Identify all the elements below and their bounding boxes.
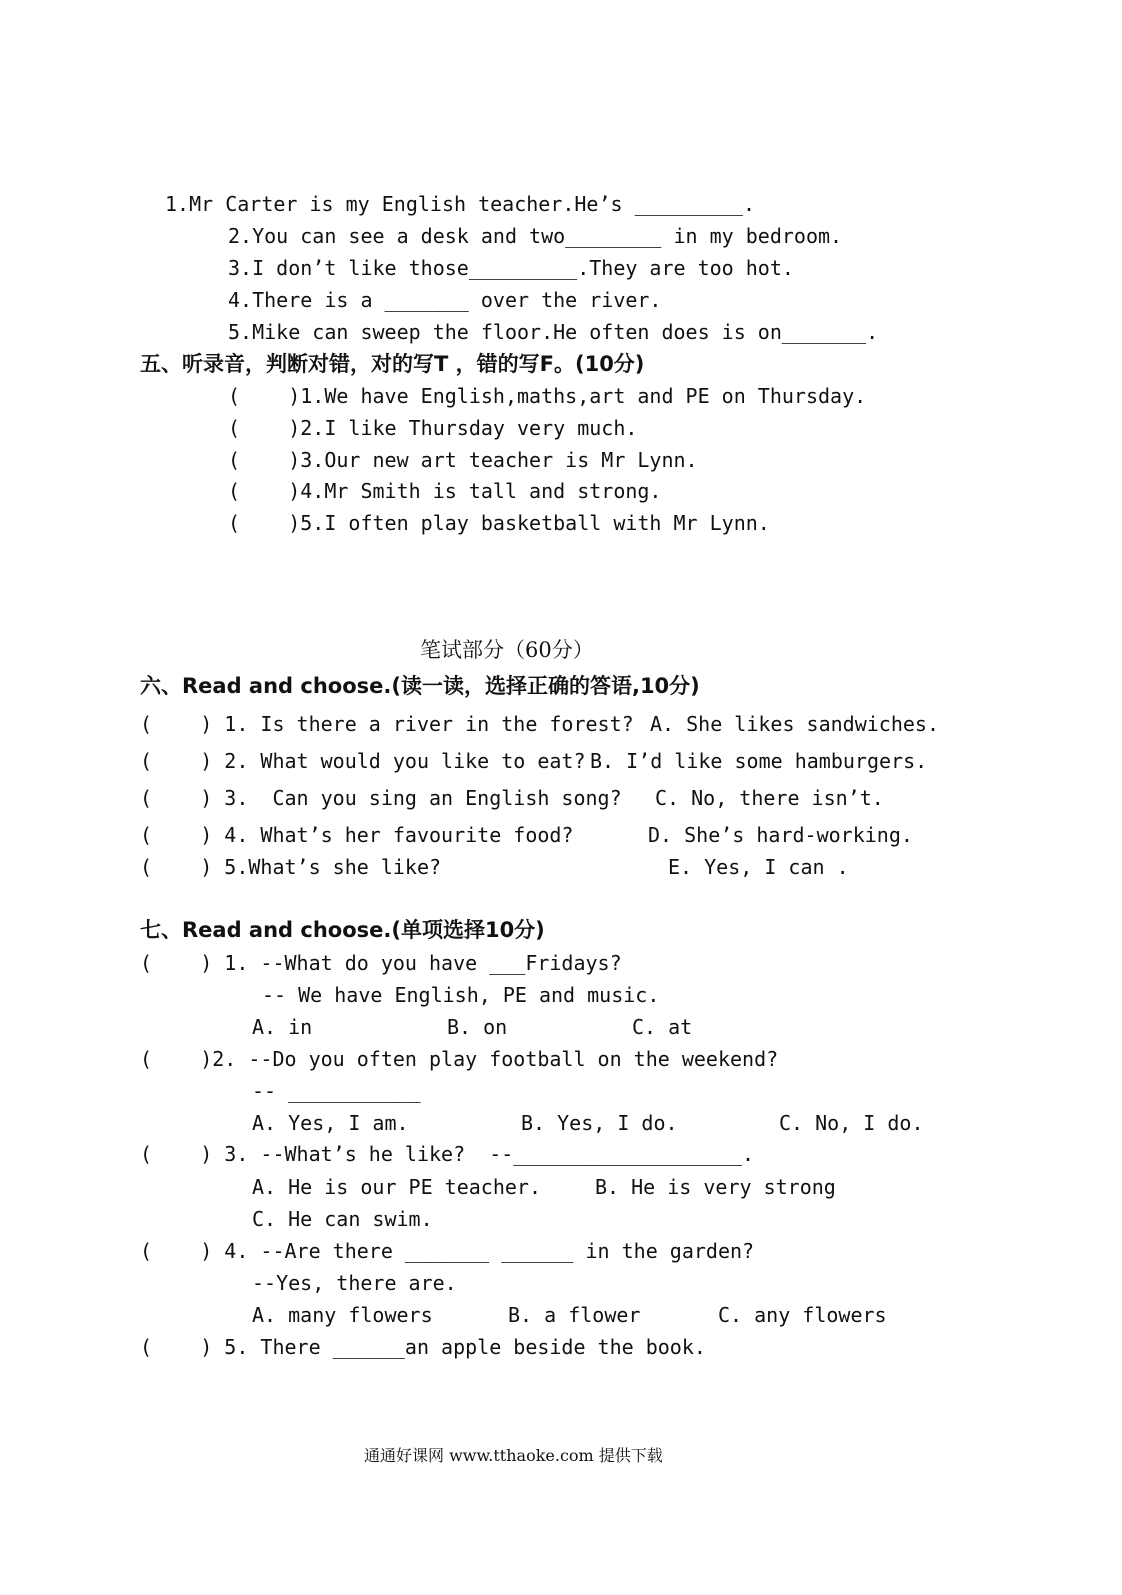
tf-item-3: ( )3.Our new art teacher is Mr Lynn. <box>228 448 698 472</box>
footer-text: 通通好课网 www.tthaoke.com 提供下载 <box>364 1446 663 1465</box>
mc-q2-option-c: C. No, I do. <box>779 1111 924 1135</box>
match-question-3: ( ) 3. Can you sing an English song? <box>140 786 622 810</box>
match-question-5: ( ) 5.What’s she like? <box>140 855 442 879</box>
match-answer-c: C. No, there isn’t. <box>655 786 884 810</box>
tf-item-5: ( )5.I often play basketball with Mr Lynn. <box>228 511 770 535</box>
mc-q3-option-c: C. He can swim. <box>252 1207 433 1231</box>
mc-q1-reply: -- We have English, PE and music. <box>262 983 660 1007</box>
fill-item-3: 3.I don’t like those_________.They are too hot. <box>228 256 794 280</box>
match-answer-a: A. She likes sandwiches. <box>650 712 939 736</box>
mc-q1-stem: ( ) 1. --What do you have ___Fridays? <box>140 951 622 975</box>
fill-item-2: 2.You can see a desk and two________ in my bedroom. <box>228 224 843 248</box>
mc-q3-stem: ( ) 3. --What’s he like? --___________________. <box>140 1142 755 1166</box>
match-question-4: ( ) 4. What’s her favourite food? <box>140 823 574 847</box>
fill-item-4: 4.There is a _______ over the river. <box>228 288 662 312</box>
section7-title: 七、Read and choose.(单项选择10分) <box>140 918 545 942</box>
mc-q4-stem: ( ) 4. --Are there _______ ______ in the garden? <box>140 1239 755 1263</box>
tf-item-4: ( )4.Mr Smith is tall and strong. <box>228 479 662 503</box>
mc-q1-option-c: C. at <box>632 1015 693 1039</box>
mc-q1-option-b: B. on <box>447 1015 508 1039</box>
mc-q4-option-c: C. any flowers <box>718 1303 887 1327</box>
match-answer-e: E. Yes, I can . <box>668 855 849 879</box>
mc-q4-option-a: A. many flowers <box>252 1303 433 1327</box>
mc-q2-option-a: A. Yes, I am. <box>252 1111 409 1135</box>
tf-item-2: ( )2.I like Thursday very much. <box>228 416 638 440</box>
tf-item-1: ( )1.We have English,maths,art and PE on Thursday. <box>228 384 867 408</box>
mc-q1-option-a: A. in <box>252 1015 313 1039</box>
written-part-title: 笔试部分（60分） <box>420 638 594 662</box>
fill-item-5: 5.Mike can sweep the floor.He often does is on_______. <box>228 320 879 344</box>
match-question-1: ( ) 1. Is there a river in the forest? <box>140 712 634 736</box>
mc-q3-option-a: A. He is our PE teacher. <box>252 1175 541 1199</box>
mc-q2-option-b: B. Yes, I do. <box>521 1111 678 1135</box>
mc-q2-reply: -- ___________ <box>252 1079 421 1103</box>
match-answer-b: B. I’d like some hamburgers. <box>590 749 928 773</box>
section5-title: 五、听录音，判断对错，对的写T ，错的写F。(10分) <box>140 352 645 376</box>
section6-title: 六、Read and choose.(读一读，选择正确的答语,10分) <box>140 674 700 698</box>
mc-q2-stem: ( )2. --Do you often play football on the weekend? <box>140 1047 779 1071</box>
match-question-2: ( ) 2. What would you like to eat? <box>140 749 586 773</box>
fill-item-1: 1.Mr Carter is my English teacher.He’s _________. <box>165 192 756 216</box>
mc-q4-option-b: B. a flower <box>508 1303 641 1327</box>
match-answer-d: D. She’s hard-working. <box>648 823 913 847</box>
mc-q5-stem: ( ) 5. There ______an apple beside the book. <box>140 1335 706 1359</box>
mc-q3-option-b: B. He is very strong <box>595 1175 836 1199</box>
mc-q4-reply: --Yes, there are. <box>252 1271 457 1295</box>
